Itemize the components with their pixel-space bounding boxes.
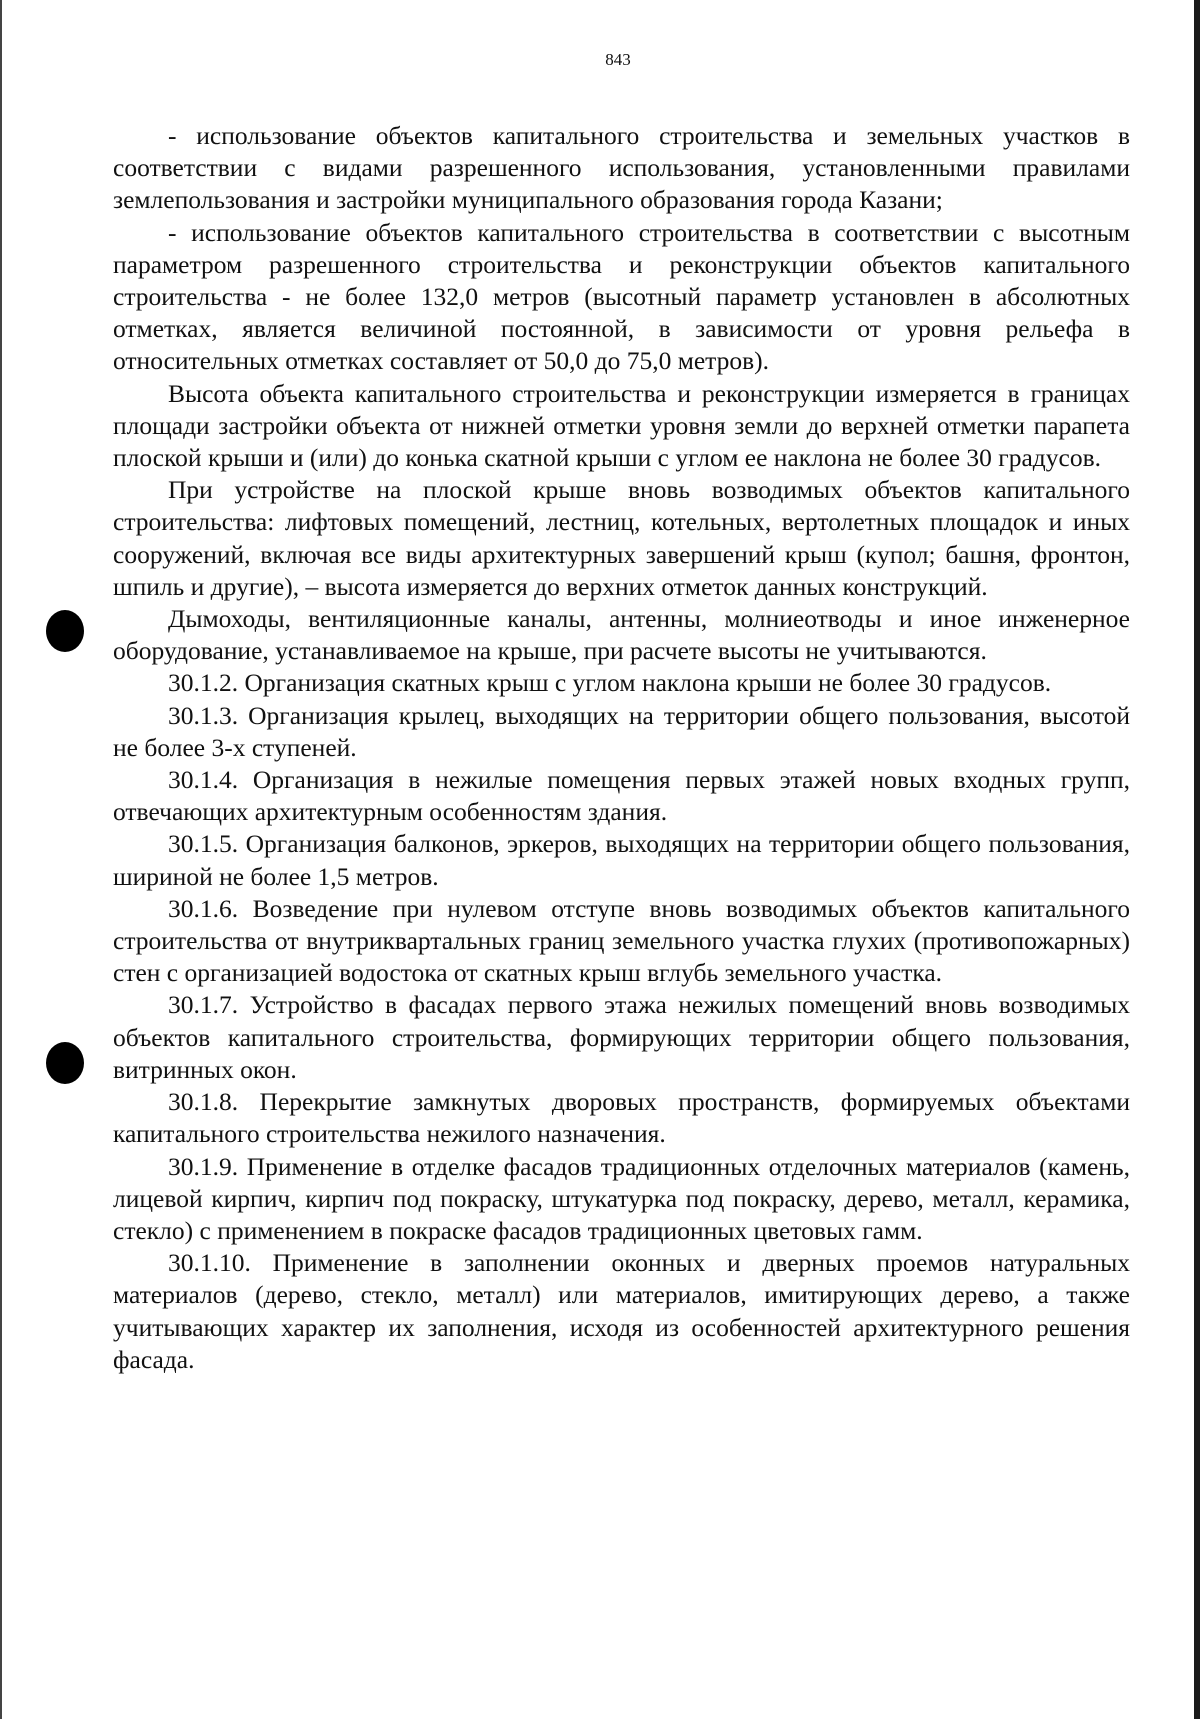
paragraph-flat-roof-structures: При устройстве на плоской крыше вновь возводимых объектов капитального строительства: лифтовых помещений, лестниц, котельных, вертолетных площадок и иных сооружений, включая все виды архитектурных завершений крыш (купол; башня, фронтон, шпиль и другие), – высота измеряется до верхних отметок данных конструкций. [113, 475, 1130, 601]
page-number: 843 [605, 50, 631, 69]
clause-30-1-9: 30.1.9. Применение в отделке фасадов традиционных отделочных материалов (камень, лицевой кирпич, кирпич под покраску, штукатурка под покраску, дерево, металл, керамика, стекло) с применением в покраске фасадов традиционных цветовых гамм. [113, 1151, 1130, 1245]
paragraph-height-parameter: - использование объектов капитального строительства в соответствии с высотным параметром разрешенного строительства и реконструкции объектов капитального строительства - не более 132,0 метров (высотный параметр установлен в абсолютных отметках, является величиной постоянной, в зависимости от уровня рельефа в относительных отметках составляет от 50,0 до 75,0 метров). [113, 217, 1130, 376]
clause-30-1-7: 30.1.7. Устройство в фасадах первого этажа нежилых помещений вновь возводимых объектов капитального строительства, формирующих территории общего пользования, витринных окон. [113, 990, 1130, 1084]
clause-30-1-2: 30.1.2. Организация скатных крыш с углом наклона крыши не более 30 градусов. [168, 668, 1052, 698]
clause-30-1-8: 30.1.8. Перекрытие замкнутых дворовых пространств, формируемых объектами капитального строительства нежилого назначения. [113, 1087, 1130, 1149]
paragraph-height-measurement: Высота объекта капитального строительства и реконструкции измеряется в границах площади застройки объекта от нижней отметки уровня земли до верхней отметки парапета плоской крыши и (или) до конька скатной крыши с углом ее наклона не более 30 градусов. [113, 378, 1130, 473]
clause-30-1-5: 30.1.5. Организация балконов, эркеров, выходящих на территории общего пользования, шириной не более 1,5 метров. [113, 829, 1130, 891]
punch-hole-mark [46, 610, 84, 652]
paragraph-land-use: - использование объектов капитального строительства и земельных участков в соответствии с видами разрешенного использования, установленными правилами землепользования и застройки муниципального образования города Казани; [113, 121, 1130, 215]
paragraph-roof-equipment: Дымоходы, вентиляционные каналы, антенны, молниеотводы и иное инженерное оборудование, устанавливаемое на крыше, при расчете высоты не учитываются. [113, 604, 1130, 666]
clause-30-1-6: 30.1.6. Возведение при нулевом отступе вновь возводимых объектов капитального строительства от внутриквартальных границ земельного участка глухих (противопожарных) стен с организацией водостока от скатных крыш вглубь земельного участка. [113, 893, 1130, 988]
punch-hole-mark [46, 1042, 84, 1084]
scan-edge-right [1194, 0, 1200, 1719]
document-body [113, 120, 1130, 1376]
scan-edge-left [0, 0, 2, 1719]
clause-30-1-10: 30.1.10. Применение в заполнении оконных и дверных проемов натуральных материалов (дерево, стекло, металл) или материалов, имитирующих дерево, а также учитывающих характер их заполнения, исходя из особенностей архитектурного решения фасада. [113, 1248, 1130, 1374]
clause-30-1-4: 30.1.4. Организация в нежилые помещения первых этажей новых входных групп, отвечающих архитектурным особенностям здания. [113, 765, 1130, 827]
clause-30-1-3: 30.1.3. Организация крылец, выходящих на территории общего пользования, высотой не более 3-х ступеней. [113, 700, 1130, 762]
